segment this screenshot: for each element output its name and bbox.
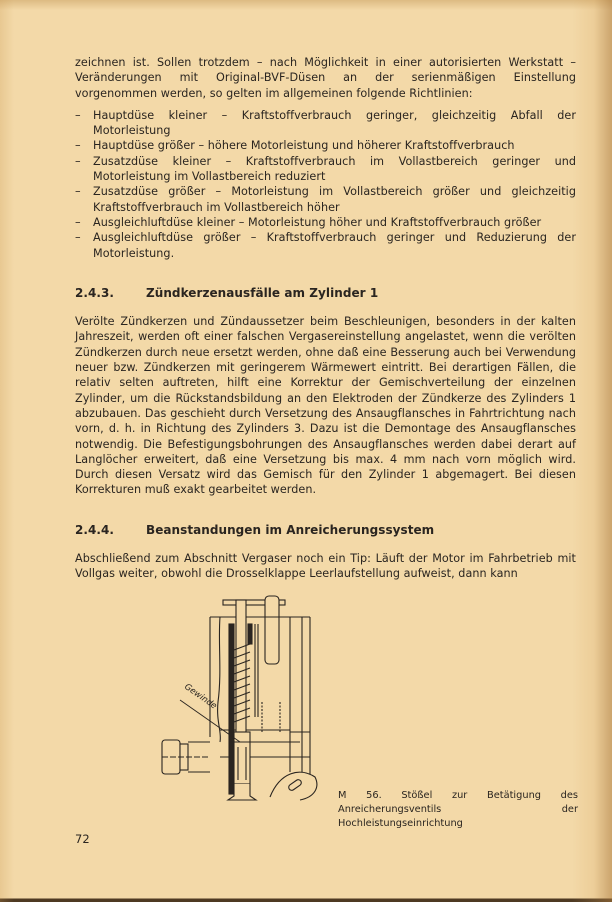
page-number: 72	[75, 832, 90, 846]
dash-bullet: –	[75, 139, 81, 153]
section-heading-2-4-3	[75, 286, 576, 301]
section-number: 2.4.4.	[75, 522, 115, 537]
figure-caption: M 56. Stößel zur Betätigung des Anreicherungsventils der Hochleistungseinrichtung	[338, 790, 578, 829]
section-title: Beanstandungen im Anreicherungssystem	[146, 522, 435, 537]
plunger-diagram	[150, 582, 380, 782]
section-number: 2.4.3.	[75, 285, 115, 300]
list-item: – Hauptdüse größer – höhere Motorleistung und höherer Kraftstoffverbrauch	[75, 139, 515, 153]
list-item: – Ausgleichluftdüse kleiner – Motorleistung höher und Kraftstoffverbrauch größer	[75, 215, 542, 229]
section-2-4-3-paragraph: Verölte Zündkerzen und Zündaussetzer beim Beschleunigen, besonders in der kalten Jahreszeit, werden oft einer falschen Vergasereinstellung angelastet, wenn die verölten Zündkerzen durch neue ersetzt werden, ohne daß eine Besserung auch bei Verwendung neuer bzw. Zündkerzen mit geringerem Wärmewert eintritt. Bei derartigen Fällen, die relativ selten auftreten, hilft eine Korrektur der Gemischverteilung der einzelnen Zylinder, um die Rückstandsbildung an den Elektroden der Zündkerze des Zylinders 1 abzubauen. Das geschieht durch Versetzung des Ansaugflansches in Fahrtrichtung nach vorn, d. h. in Richtung des Zylinders 3. Dazu ist die Demontage des Ansaugflansches notwendig. Die Befestigungsbohrungen des Ansaugflansches werden dabei derart auf Langlöcher erweitert, daß eine Versetzung bis max. 4 mm nach vorn möglich wird. Durch diesen Versatz wird das Gemisch für den Zylinder 1 abgemagert. Bei diesen Korrekturen muß exakt gearbeitet werden.	[75, 315, 576, 497]
dash-bullet: –	[75, 215, 81, 229]
dash-bullet: –	[75, 108, 81, 122]
list-item: – Hauptdüse kleiner – Kraftstoffverbrauch geringer, gleichzeitig Abfall der Motorleistung	[75, 108, 576, 138]
thread-label: Gewinde	[182, 682, 219, 712]
list-item: – Zusatzdüse größer – Motorleistung im Vollastbereich größer und gleichzeitig Kraftstoffverbrauch im Vollastbereich höher	[75, 185, 576, 214]
dash-bullet: –	[75, 154, 81, 168]
list-item: – Zusatzdüse kleiner – Kraftstoffverbrauch im Vollastbereich geringer und Motorleistung im Vollastbereich reduziert	[75, 154, 576, 184]
jet-rules-list	[75, 108, 576, 261]
section-2-4-4-paragraph: Abschließend zum Abschnitt Vergaser noch ein Tip: Läuft der Motor im Fahrbetrieb mit Vollgas weiter, obwohl die Drosselklappe Leerlaufstellung aufweist, dann kann	[75, 552, 576, 581]
text-body	[75, 55, 576, 582]
list-item: – Ausgleichluftdüse größer – Kraftstoffverbrauch geringer und Reduzierung der Motorleistung.	[75, 231, 576, 260]
intro-paragraph: zeichnen ist. Sollen trotzdem – nach Möglichkeit in einer autorisierten Werkstatt – Veränderungen mit Original-BVF-Düsen an der serienmäßigen Einstellung vorgenommen werden, so gelten im allgemeinen folgende Richtlinien:	[75, 56, 576, 100]
dash-bullet: –	[75, 185, 81, 199]
section-heading-2-4-4	[75, 523, 576, 538]
section-title: Zündkerzenausfälle am Zylinder 1	[146, 285, 379, 300]
dash-bullet: –	[75, 231, 81, 245]
